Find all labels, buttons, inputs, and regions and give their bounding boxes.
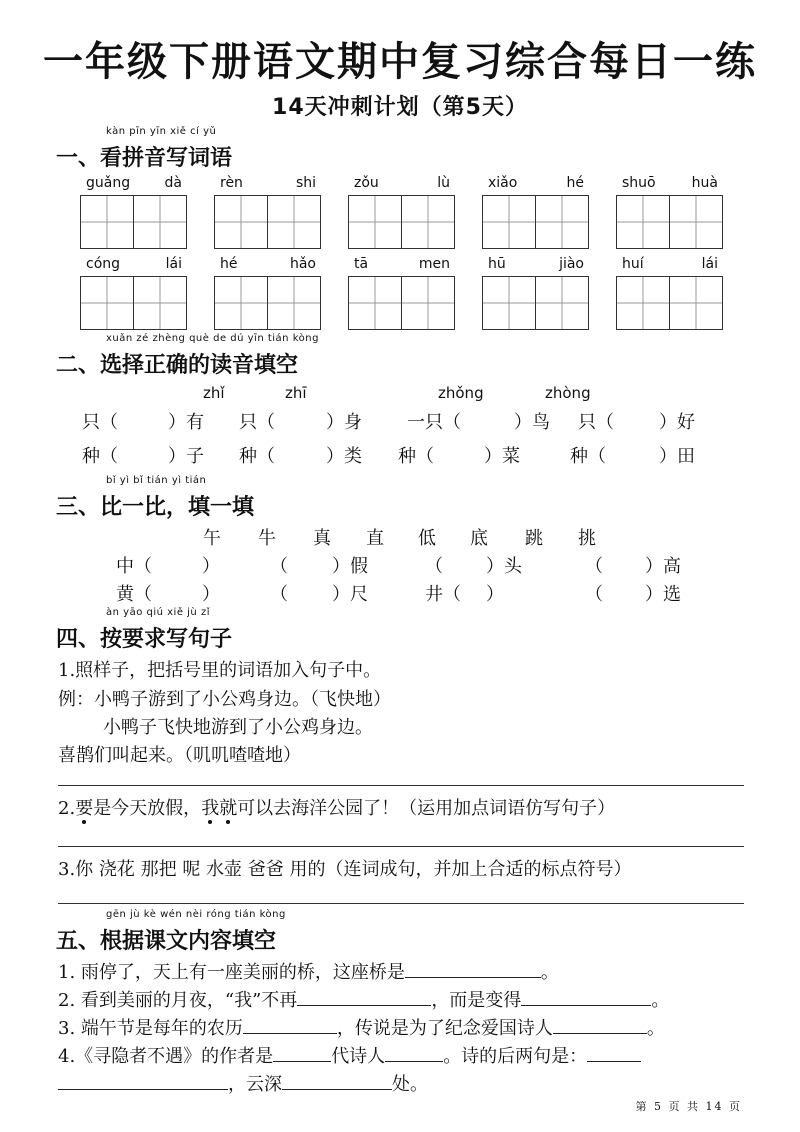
- blank[interactable]: [58, 1071, 228, 1090]
- writing-box[interactable]: [670, 195, 723, 249]
- fill-item: ）尺: [332, 584, 368, 605]
- fill-item: ）田: [659, 446, 695, 467]
- writing-box[interactable]: [214, 195, 268, 249]
- dotted-word: 要: [75, 798, 94, 819]
- pinyin: dà: [164, 175, 182, 191]
- blank[interactable]: [587, 1043, 641, 1062]
- question-2: [58, 794, 615, 820]
- fill-item: 只（: [578, 412, 614, 433]
- pinyin-option: zhǐ: [203, 384, 225, 402]
- answer-line[interactable]: [58, 903, 744, 904]
- compare-char: 真: [313, 528, 331, 549]
- fill-text: 。: [540, 962, 559, 983]
- page-subtitle: 14天冲刺计划（第5天）: [272, 95, 528, 120]
- pinyin: guǎng: [86, 175, 131, 191]
- fill-item: （: [425, 556, 443, 577]
- compare-char: 牛: [258, 528, 276, 549]
- fill-item: 只（: [239, 412, 275, 433]
- writing-box[interactable]: [268, 276, 321, 330]
- fill-item: （: [585, 556, 603, 577]
- blank[interactable]: [521, 987, 651, 1006]
- pinyin-item: [482, 256, 590, 330]
- writing-box[interactable]: [134, 195, 187, 249]
- fill-text: 代诗人: [331, 1046, 386, 1067]
- writing-box[interactable]: [348, 195, 402, 249]
- fill-item: ）: [486, 584, 504, 605]
- fill-text: 。: [651, 990, 670, 1011]
- fill-text: ，而是变得: [431, 990, 522, 1011]
- question-3: 3.你 浇花 那把 呢 水壶 爸爸 用的（连词成句，并加上合适的标点符号）: [58, 859, 632, 880]
- fill-text: 3. 端午节是每年的农历: [58, 1018, 243, 1039]
- fill-item: ）头: [486, 556, 522, 577]
- fill-item: ）鸟: [514, 412, 550, 433]
- writing-box[interactable]: [536, 195, 589, 249]
- fill-text: ，云深: [228, 1074, 282, 1095]
- fill-text: 2. 看到美丽的月夜，“我”不再: [58, 990, 298, 1011]
- fill-text: 4.《寻隐者不遇》的作者是: [58, 1046, 274, 1067]
- fill-text: 。: [646, 1018, 665, 1039]
- pinyin: men: [418, 256, 450, 272]
- writing-box[interactable]: [482, 276, 536, 330]
- page-number: 第 5 页 共 14 页: [635, 1100, 742, 1113]
- section1-heading-text: 一、看拼音写词语: [56, 146, 233, 171]
- fill-item: 种（: [82, 446, 118, 467]
- fill-item: ）: [202, 556, 220, 577]
- section4-ruby: àn yāo qiú xiě jù zǐ: [106, 607, 210, 618]
- section4-heading-text: 四、按要求写句子: [56, 627, 233, 652]
- pinyin: hū: [488, 256, 506, 272]
- q2-text: 是今天放假，: [93, 798, 202, 819]
- fill-item: ）类: [326, 446, 362, 467]
- section2-heading: [56, 333, 319, 379]
- q2-text: 可以去海洋公园了！（运用加点词语仿写句子）: [237, 798, 616, 819]
- pinyin-grid-row-2: [80, 256, 724, 330]
- fill-item: （: [585, 584, 603, 605]
- pinyin: rèn: [220, 175, 243, 191]
- writing-box[interactable]: [268, 195, 321, 249]
- section5-ruby: gēn jù kè wén nèi róng tián kòng: [106, 909, 286, 920]
- answer-line[interactable]: [58, 846, 744, 847]
- fill-item: ）有: [168, 412, 204, 433]
- writing-box[interactable]: [402, 276, 455, 330]
- blank[interactable]: [405, 959, 541, 978]
- fill-line-4: [58, 1042, 641, 1068]
- pinyin-option: zhǒng: [438, 384, 484, 402]
- fill-item: ）假: [332, 556, 368, 577]
- section1-heading: [56, 126, 233, 172]
- pinyin: hé: [566, 175, 584, 191]
- example-answer: 小鸭子飞快地游到了小公鸡身边。: [103, 717, 373, 738]
- fill-item: 黄（: [116, 584, 152, 605]
- writing-box[interactable]: [402, 195, 455, 249]
- pinyin: lái: [165, 256, 182, 272]
- fill-text: 1. 雨停了，天上有一座美丽的桥，这座桥是: [58, 962, 405, 983]
- pinyin: cóng: [86, 256, 121, 272]
- section2-heading-text: 二、选择正确的读音填空: [56, 353, 299, 378]
- answer-line[interactable]: [58, 785, 744, 786]
- writing-box[interactable]: [536, 276, 589, 330]
- question-1: 1.照样子，把括号里的词语加入句子中。: [58, 660, 382, 681]
- compare-char: 底: [470, 528, 488, 549]
- pinyin-item: [616, 256, 724, 330]
- pinyin: huà: [691, 175, 718, 191]
- compare-char: 直: [366, 528, 384, 549]
- blank[interactable]: [297, 987, 431, 1006]
- page-title: 一年级下册语文期中复习综合每日一练: [43, 39, 757, 85]
- writing-box[interactable]: [616, 195, 670, 249]
- compare-char: 午: [203, 528, 221, 549]
- section5-heading-text: 五、根据课文内容填空: [56, 929, 277, 954]
- pinyin: tā: [354, 256, 369, 272]
- writing-box[interactable]: [482, 195, 536, 249]
- fill-item: ）菜: [484, 446, 520, 467]
- blank[interactable]: [282, 1071, 392, 1090]
- writing-box[interactable]: [670, 276, 723, 330]
- pinyin: lái: [701, 256, 718, 272]
- section3-ruby: bǐ yì bǐ tián yì tián: [106, 475, 207, 486]
- fill-item: 种（: [398, 446, 434, 467]
- pinyin: zǒu: [354, 175, 379, 191]
- section3-heading-text: 三、比一比，填一填: [56, 495, 255, 520]
- blank[interactable]: [385, 1043, 443, 1062]
- pinyin-item: [214, 256, 322, 330]
- section2-ruby: xuǎn zé zhèng què de dú yīn tián kòng: [106, 333, 319, 344]
- fill-item: 井（: [425, 584, 461, 605]
- pinyin-item: [348, 256, 456, 330]
- writing-box[interactable]: [80, 276, 134, 330]
- pinyin-grid-row-1: [80, 175, 724, 249]
- fill-item: ）身: [326, 412, 362, 433]
- dotted-word: 我: [201, 798, 220, 819]
- pinyin: jiào: [559, 256, 584, 272]
- fill-line-2: [58, 986, 669, 1012]
- pinyin-item: [482, 175, 590, 249]
- blank[interactable]: [243, 1015, 337, 1034]
- fill-item: 种（: [570, 446, 606, 467]
- compare-char: 低: [418, 528, 436, 549]
- fill-text: 处。: [392, 1074, 428, 1095]
- fill-text: ，传说是为了纪念爱国诗人: [336, 1018, 553, 1039]
- fill-item: 中（: [116, 556, 152, 577]
- fill-text: 。诗的后两句是：: [443, 1046, 588, 1067]
- fill-item: ）子: [168, 446, 204, 467]
- pinyin: xiǎo: [488, 175, 518, 191]
- pinyin-item: [348, 175, 456, 249]
- writing-box[interactable]: [80, 195, 134, 249]
- compare-char: 挑: [578, 528, 596, 549]
- writing-box[interactable]: [348, 276, 402, 330]
- pinyin: hé: [220, 256, 238, 272]
- pinyin: huí: [622, 256, 644, 272]
- pinyin: shi: [295, 175, 316, 191]
- dotted-word: 就: [219, 798, 238, 819]
- question-1-prompt: 喜鹊们叫起来。（叽叽喳喳地）: [58, 745, 301, 766]
- fill-item: 种（: [239, 446, 275, 467]
- writing-box[interactable]: [134, 276, 187, 330]
- blank[interactable]: [553, 1015, 647, 1034]
- pinyin-item: [80, 175, 188, 249]
- compare-char: 跳: [525, 528, 543, 549]
- section5-heading: [56, 909, 286, 955]
- writing-box[interactable]: [616, 276, 670, 330]
- fill-item: （: [270, 556, 288, 577]
- pinyin-option: zhòng: [545, 384, 591, 402]
- pinyin: shuō: [622, 175, 656, 191]
- section3-heading: [56, 475, 255, 521]
- q2-number: 2.: [58, 798, 76, 819]
- blank[interactable]: [273, 1043, 331, 1062]
- fill-item: 一只（: [407, 412, 461, 433]
- section4-heading: [56, 607, 233, 653]
- pinyin-option: zhī: [285, 384, 307, 402]
- fill-item: ）选: [645, 584, 681, 605]
- fill-line-1: [58, 958, 559, 984]
- fill-item: 只（: [82, 412, 118, 433]
- fill-line-3: [58, 1014, 665, 1040]
- pinyin: lù: [437, 175, 450, 191]
- pinyin-item: [214, 175, 322, 249]
- fill-line-5: [58, 1070, 428, 1096]
- pinyin: hǎo: [289, 256, 316, 272]
- fill-item: ）: [202, 584, 220, 605]
- writing-box[interactable]: [214, 276, 268, 330]
- fill-item: ）高: [645, 556, 681, 577]
- example-sentence: 例：小鸭子游到了小公鸡身边。（飞快地）: [58, 689, 391, 710]
- pinyin-item: [616, 175, 724, 249]
- pinyin-item: [80, 256, 188, 330]
- section1-ruby: kàn pīn yīn xiě cí yǔ: [106, 126, 217, 137]
- fill-item: （: [270, 584, 288, 605]
- fill-item: ）好: [659, 412, 695, 433]
